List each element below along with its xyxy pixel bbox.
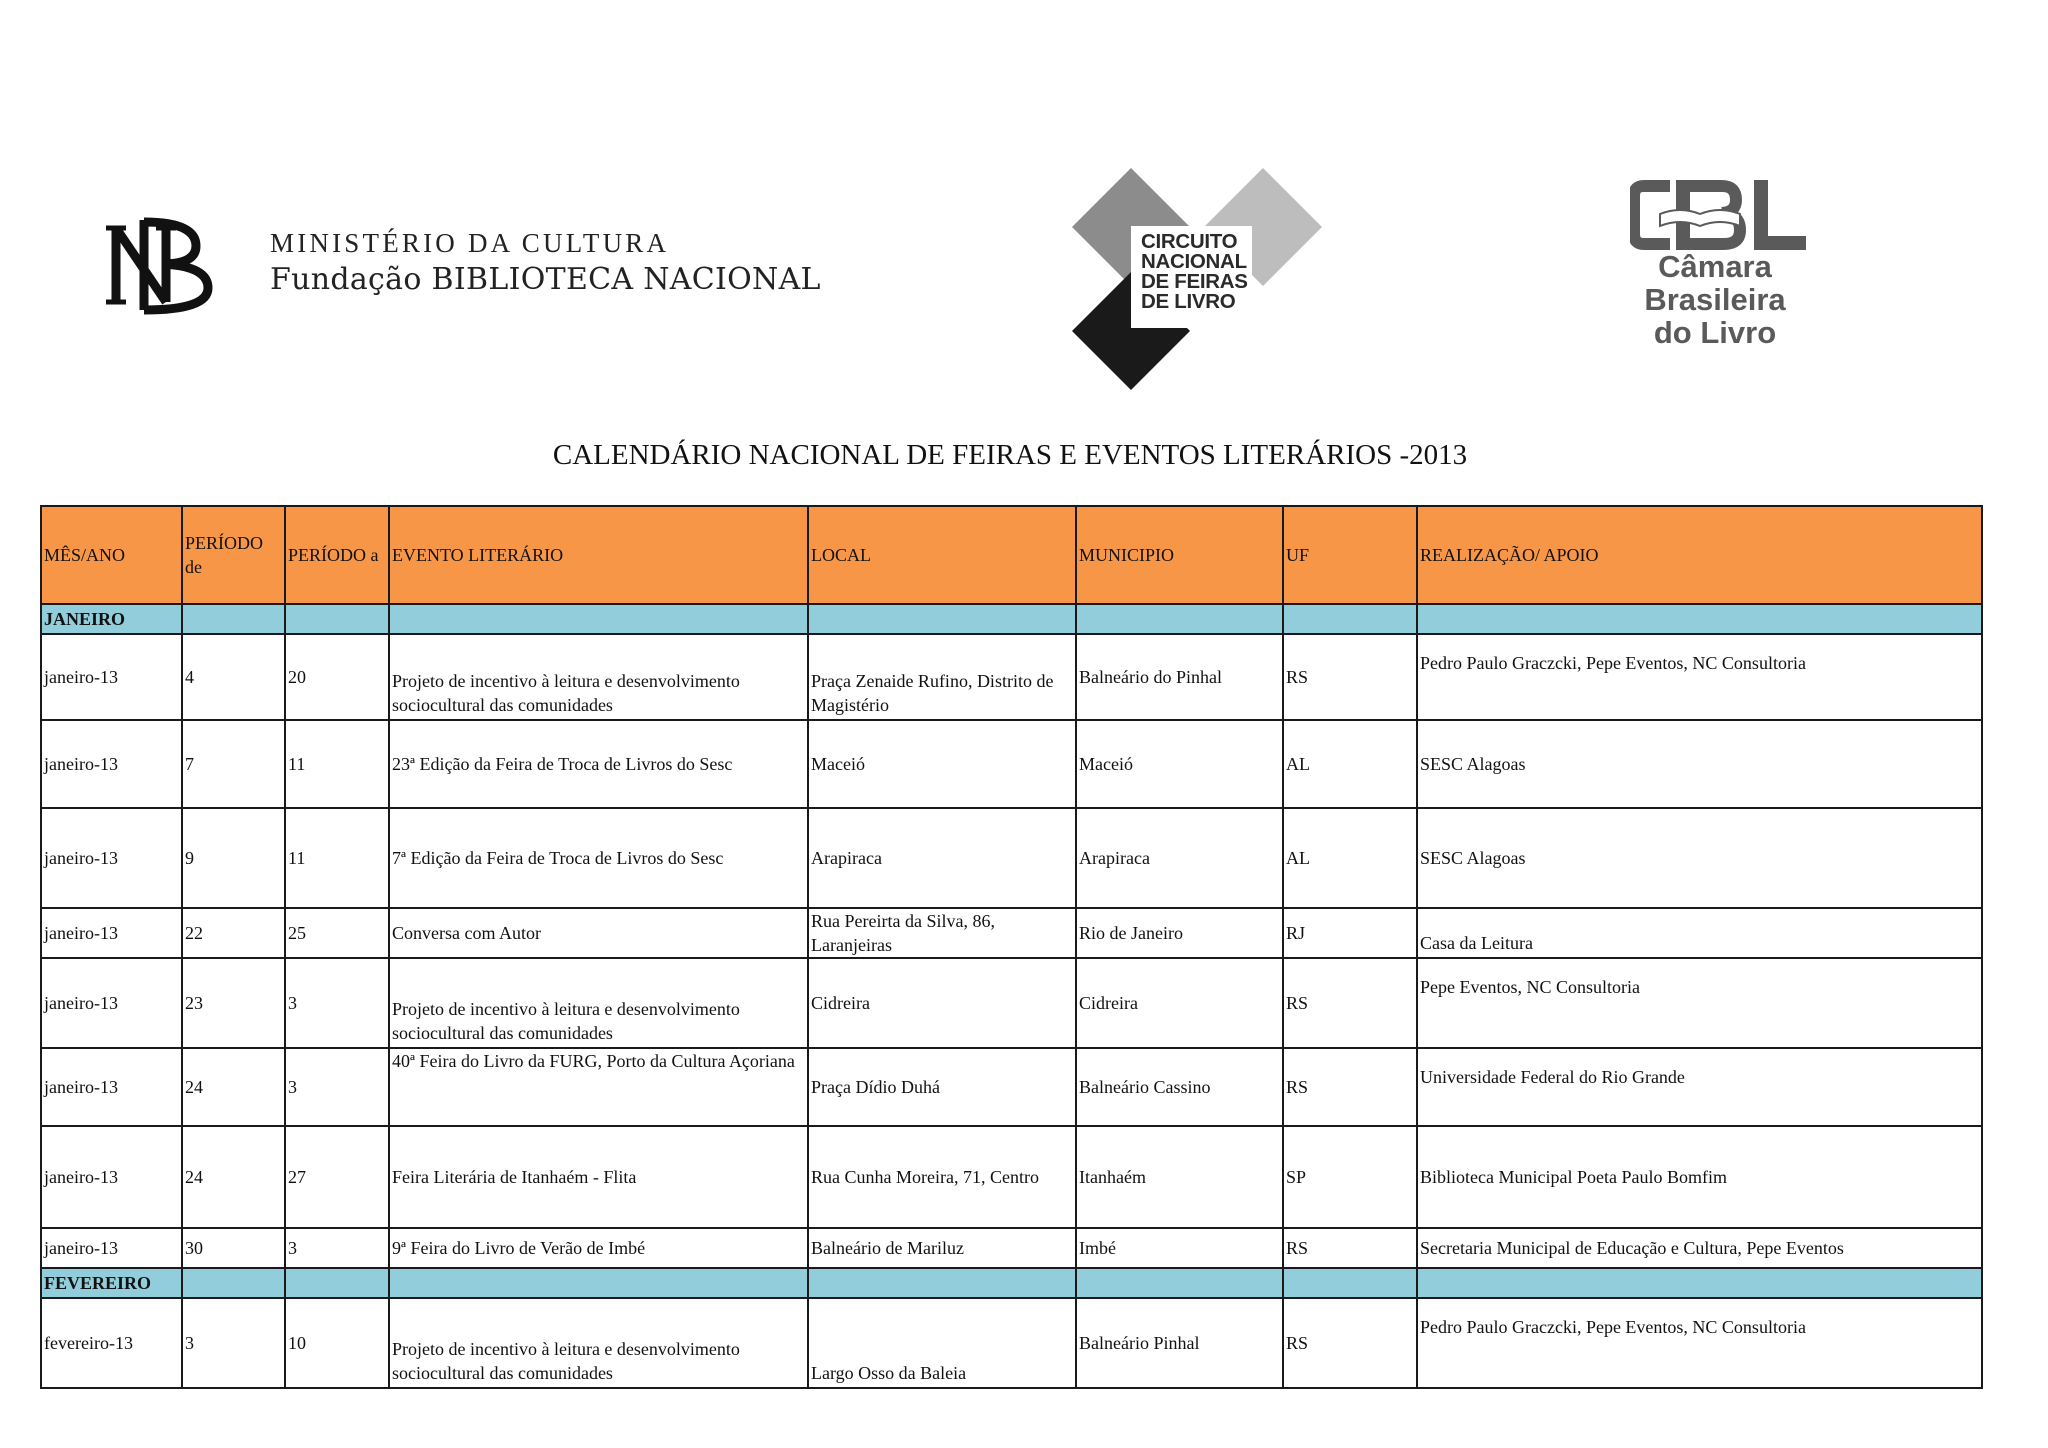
cell-local: Maceió	[808, 720, 1076, 808]
cell-mes: janeiro-13	[41, 634, 182, 720]
cell-mes: janeiro-13	[41, 808, 182, 908]
cell-evento: 40ª Feira do Livro da FURG, Porto da Cultura Açoriana	[389, 1048, 808, 1126]
header-periodo-a: PERÍODO a	[285, 506, 389, 604]
cell-evento: Feira Literária de Itanhaém - Flita	[389, 1126, 808, 1228]
cell-realizacao: Pedro Paulo Graczcki, Pepe Eventos, NC Consultoria	[1417, 1298, 1982, 1388]
cell-de: 4	[182, 634, 285, 720]
header-municipio: MUNICIPIO	[1076, 506, 1283, 604]
cell-uf: RJ	[1283, 908, 1417, 958]
cell-de: 24	[182, 1048, 285, 1126]
document-title: CALENDÁRIO NACIONAL DE FEIRAS E EVENTOS LITERÁRIOS -2013	[552, 439, 1468, 471]
cell-realizacao: SESC Alagoas	[1417, 720, 1982, 808]
cell-local: Rua Pereirta da Silva, 86, Laranjeiras	[808, 908, 1076, 958]
cell-evento: Projeto de incentivo à leitura e desenvolvimento sociocultural das comunidades	[389, 958, 808, 1048]
table-header-row	[41, 506, 1982, 604]
circuito-logo	[1072, 168, 1322, 390]
fbn-ministry-text: MINISTÉRIO DA CULTURA	[270, 228, 670, 258]
cell-evento: 9ª Feira do Livro de Verão de Imbé	[389, 1228, 808, 1268]
month-row-janeiro	[41, 604, 1982, 634]
cell-a: 3	[285, 1048, 389, 1126]
cell-municipio: Maceió	[1076, 720, 1283, 808]
cell-local: Balneário de Mariluz	[808, 1228, 1076, 1268]
cell-mes: janeiro-13	[41, 1048, 182, 1126]
cell-uf: AL	[1283, 808, 1417, 908]
cell-evento: 7ª Edição da Feira de Troca de Livros do Sesc	[389, 808, 808, 908]
cell-realizacao: Secretaria Municipal de Educação e Cultura, Pepe Eventos	[1417, 1228, 1982, 1268]
cell-mes: janeiro-13	[41, 908, 182, 958]
table-row	[41, 1048, 1982, 1126]
cell-de: 22	[182, 908, 285, 958]
header-periodo-de: PERÍODO de	[182, 506, 285, 604]
table-row	[41, 1298, 1982, 1388]
table-row	[41, 908, 1982, 958]
cell-de: 30	[182, 1228, 285, 1268]
table-row	[41, 720, 1982, 808]
cell-realizacao: Pedro Paulo Graczcki, Pepe Eventos, NC Consultoria	[1417, 634, 1982, 720]
cell-evento: Conversa com Autor	[389, 908, 808, 958]
cell-uf: SP	[1283, 1126, 1417, 1228]
cell-uf: RS	[1283, 1048, 1417, 1126]
header-evento: EVENTO LITERÁRIO	[389, 506, 808, 604]
cell-municipio: Arapiraca	[1076, 808, 1283, 908]
cell-municipio: Balneário do Pinhal	[1076, 634, 1283, 720]
cell-a: 25	[285, 908, 389, 958]
cell-mes: janeiro-13	[41, 958, 182, 1048]
cell-realizacao: Pepe Eventos, NC Consultoria	[1417, 958, 1982, 1048]
cell-uf: RS	[1283, 1298, 1417, 1388]
table-row	[41, 1126, 1982, 1228]
table-row	[41, 808, 1982, 908]
fbn-monogram-icon	[104, 210, 226, 320]
cell-de: 3	[182, 1298, 285, 1388]
cell-a: 20	[285, 634, 389, 720]
cell-evento: Projeto de incentivo à leitura e desenvolvimento sociocultural das comunidades	[389, 634, 808, 720]
cell-municipio: Balneário Cassino	[1076, 1048, 1283, 1126]
cell-municipio: Rio de Janeiro	[1076, 908, 1283, 958]
header-local: LOCAL	[808, 506, 1076, 604]
cell-de: 24	[182, 1126, 285, 1228]
table-row	[41, 634, 1982, 720]
cell-local: Praça Dídio Duhá	[808, 1048, 1076, 1126]
cell-local: Arapiraca	[808, 808, 1076, 908]
cell-evento: Projeto de incentivo à leitura e desenvolvimento sociocultural das comunidades	[389, 1298, 808, 1388]
cell-mes: fevereiro-13	[41, 1298, 182, 1388]
cell-a: 10	[285, 1298, 389, 1388]
table-row	[41, 1228, 1982, 1268]
cell-uf: AL	[1283, 720, 1417, 808]
events-table	[40, 505, 1983, 1389]
cell-realizacao: Biblioteca Municipal Poeta Paulo Bomfim	[1417, 1126, 1982, 1228]
month-label: FEVEREIRO	[41, 1268, 182, 1298]
cell-mes: janeiro-13	[41, 1126, 182, 1228]
cbl-book-icon	[1630, 180, 1810, 250]
cell-municipio: Imbé	[1076, 1228, 1283, 1268]
cell-de: 9	[182, 808, 285, 908]
cell-uf: RS	[1283, 1228, 1417, 1268]
cell-a: 27	[285, 1126, 389, 1228]
cell-a: 3	[285, 958, 389, 1048]
cell-realizacao: Casa da Leitura	[1417, 908, 1982, 958]
cell-uf: RS	[1283, 634, 1417, 720]
month-row-fevereiro	[41, 1268, 1982, 1298]
fbn-logo	[104, 210, 844, 320]
circuito-text: CIRCUITO NACIONAL DE FEIRAS DE LIVRO	[1141, 230, 1248, 313]
cell-uf: RS	[1283, 958, 1417, 1048]
fbn-foundation-text: Fundação BIBLIOTECA NACIONAL	[270, 262, 821, 297]
cell-de: 7	[182, 720, 285, 808]
cell-local: Largo Osso da Baleia	[808, 1298, 1076, 1388]
cell-municipio: Itanhaém	[1076, 1126, 1283, 1228]
cell-evento: 23ª Edição da Feira de Troca de Livros do Sesc	[389, 720, 808, 808]
header-mes-ano: MÊS/ANO	[41, 506, 182, 604]
month-label: JANEIRO	[41, 604, 182, 634]
cell-local: Cidreira	[808, 958, 1076, 1048]
cell-mes: janeiro-13	[41, 1228, 182, 1268]
cell-mes: janeiro-13	[41, 720, 182, 808]
cell-realizacao: Universidade Federal do Rio Grande	[1417, 1048, 1982, 1126]
cell-realizacao: SESC Alagoas	[1417, 808, 1982, 908]
table-row	[41, 958, 1982, 1048]
cell-municipio: Balneário Pinhal	[1076, 1298, 1283, 1388]
cell-municipio: Cidreira	[1076, 958, 1283, 1048]
cbl-logo	[1620, 180, 1810, 360]
header-uf: UF	[1283, 506, 1417, 604]
cell-a: 11	[285, 808, 389, 908]
cbl-text: Câmara Brasileira do Livro	[1644, 249, 1786, 350]
cell-local: Praça Zenaide Rufino, Distrito de Magistério	[808, 634, 1076, 720]
cell-local: Rua Cunha Moreira, 71, Centro	[808, 1126, 1076, 1228]
header-realizacao: REALIZAÇÃO/ APOIO	[1417, 506, 1982, 604]
cell-de: 23	[182, 958, 285, 1048]
cell-a: 3	[285, 1228, 389, 1268]
cell-a: 11	[285, 720, 389, 808]
